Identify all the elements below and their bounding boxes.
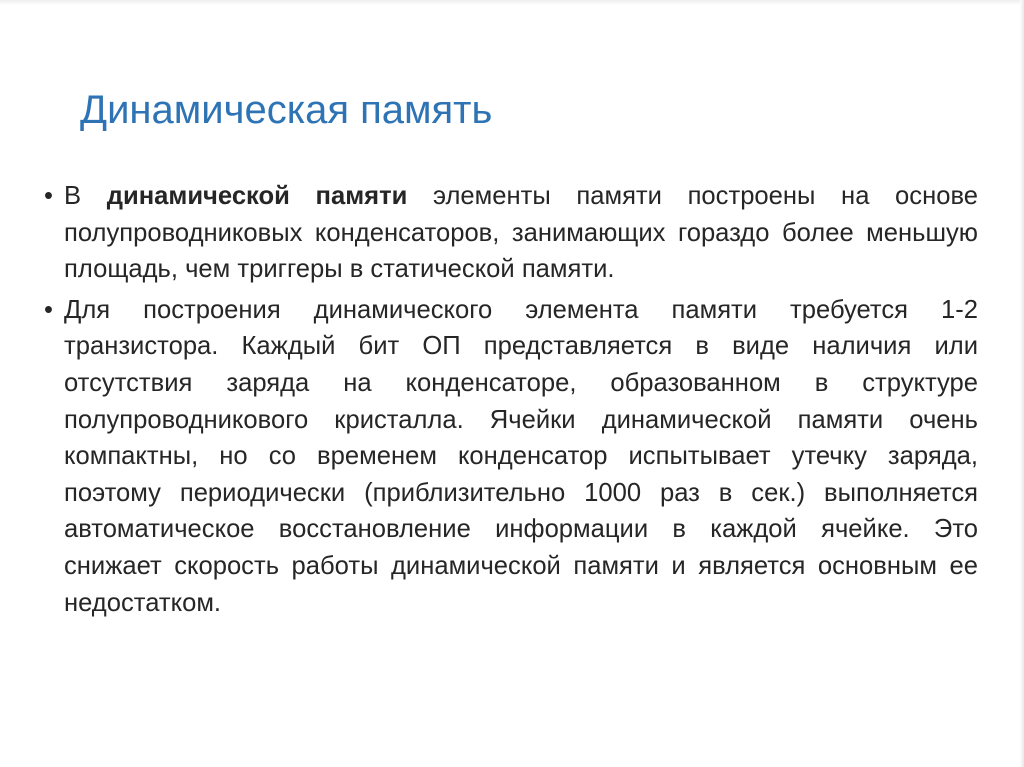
bullet-text-2: Для построения динамического элемента памяти требуется 1-2 транзистора. Каждый бит ОП представляется в виде наличия или отсутствия заряда на конденсаторе, образованном в структуре полупроводникового кристалла. Ячейки динамической памяти очень компактны, но со временем конденсатор испытывает утечку заряда, поэтому периодически (приблизительно 1000 раз в сек.) выполняется автоматическое восстановление информации в каждой ячейке. Это снижает скорость работы динамической памяти и является основным ее недостатком. — [64, 295, 978, 617]
bullet-marker: • — [44, 182, 53, 210]
slide-right-edge — [1020, 0, 1024, 767]
slide-top-edge — [0, 0, 1024, 5]
bullet-1-rest: элементы памяти построены на основе полупроводниковых конденсаторов, занимающих гораздо более меньшую площадь, чем триггеры в статической памяти. — [64, 182, 979, 284]
slide-title: Динамическая память — [80, 88, 493, 132]
bullet-item-1 — [44, 178, 978, 288]
slide-body — [44, 178, 978, 625]
bullet-text-1 — [64, 178, 978, 288]
bullet-1-prefix: В — [64, 182, 107, 210]
bullet-item-2 — [44, 292, 978, 621]
bullet-marker: • — [44, 295, 53, 324]
bullet-1-bold-term: динамической памяти — [106, 182, 408, 210]
